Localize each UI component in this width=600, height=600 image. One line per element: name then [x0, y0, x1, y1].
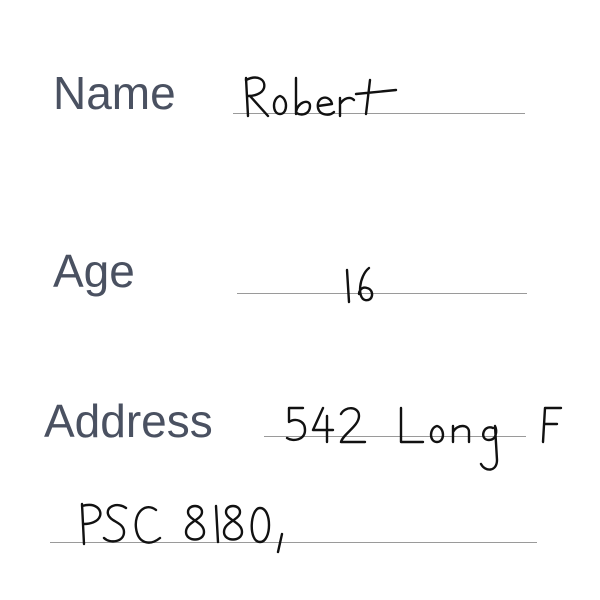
- name-value[interactable]: [240, 72, 410, 124]
- handwritten-16: [343, 262, 383, 304]
- address-label: Address: [44, 395, 213, 447]
- handwritten-address-line1: [285, 400, 565, 475]
- handwritten-address-line2: [78, 500, 288, 560]
- age-label: Age: [53, 245, 135, 297]
- name-label: Name: [53, 67, 176, 119]
- address-line2-value[interactable]: [78, 500, 288, 560]
- address-line1-value[interactable]: [285, 400, 565, 475]
- age-value[interactable]: [343, 262, 383, 304]
- handwritten-robert: [240, 72, 410, 124]
